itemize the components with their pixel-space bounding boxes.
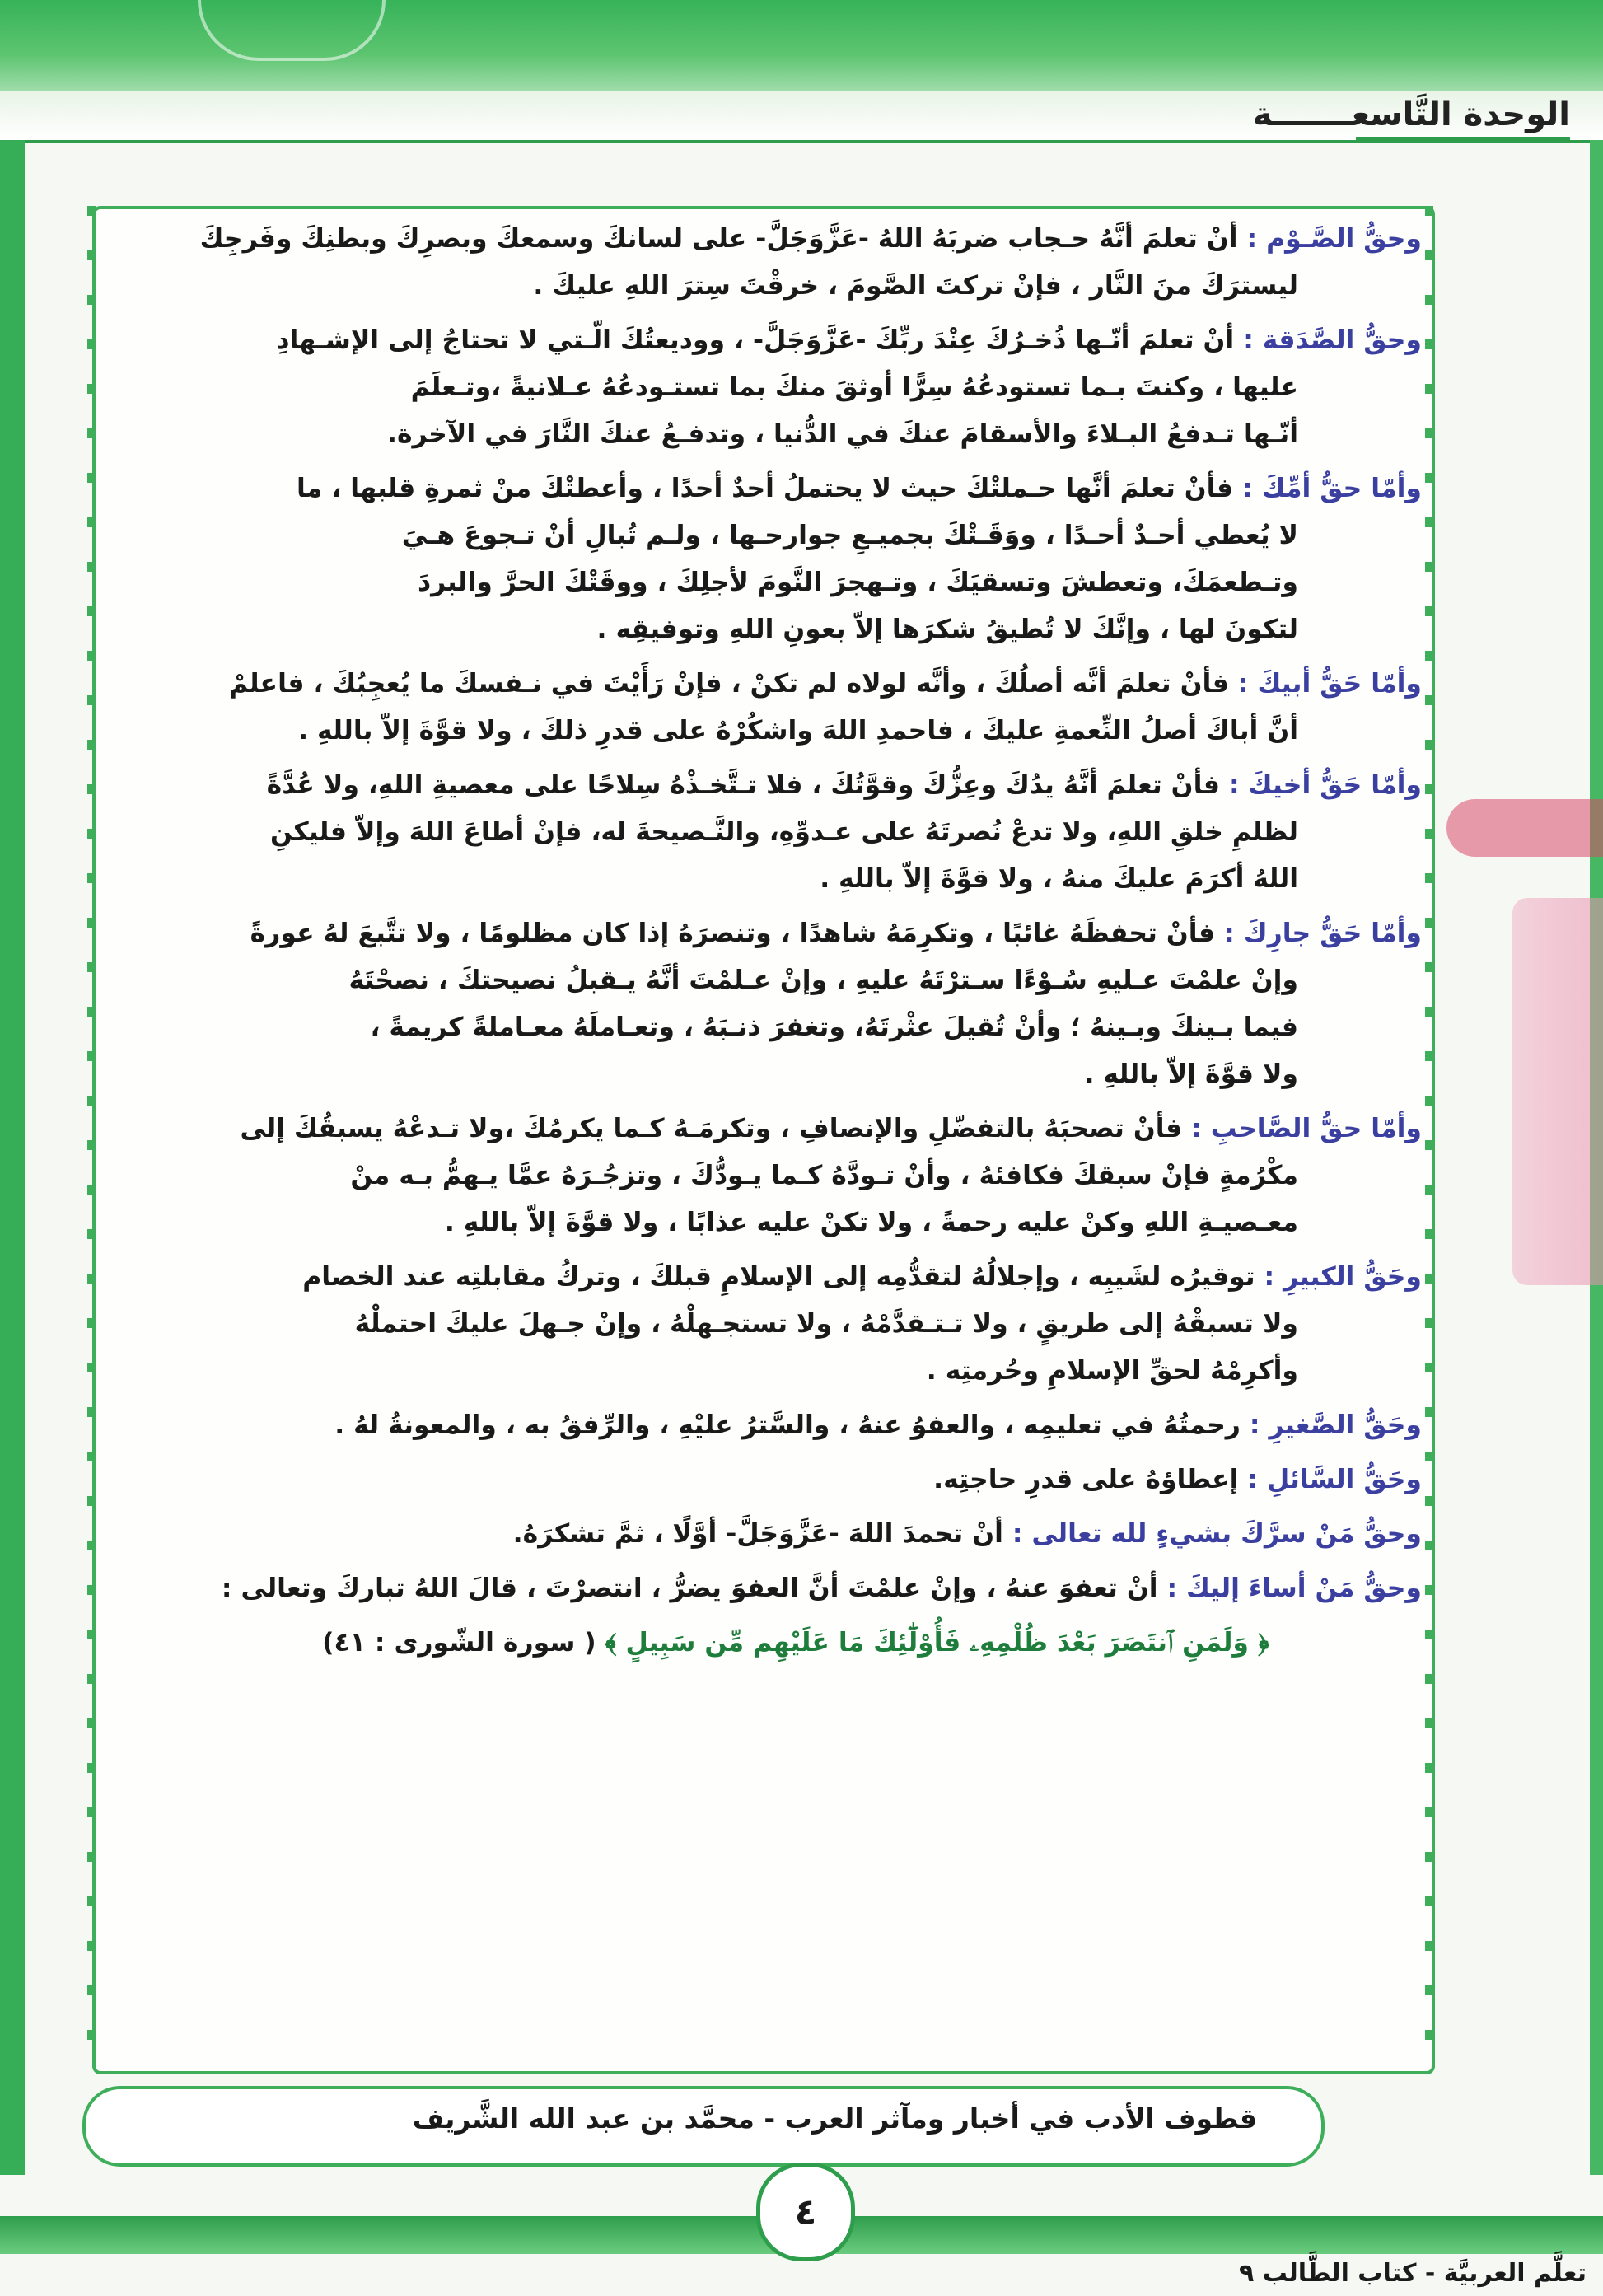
main-text bbox=[170, 216, 1422, 1667]
footer-book-title: تعلَّم العربيَّة - كتاب الطَّالب ٩ bbox=[1239, 2259, 1587, 2288]
section-line: أنْ تعلمَ أنَّهُ حـجاب ضربَهُ اللهُ -عَزَّوَجَلَّ- على لسانكَ وسمعكَ وبصرِكَ وبطنِكَ وفَرجِكَ bbox=[199, 224, 1238, 254]
section-line: لتكونَ لها ، وإنَّكَ لا تُطيقُ شكرَها إلاّ بعونِ اللهِ وتوفيقِه . bbox=[596, 615, 1298, 644]
page-number: ٤ bbox=[756, 2163, 855, 2261]
section-line: وأكرِمْهُ لحقِّ الإسلامِ وحُرمتِه . bbox=[926, 1356, 1298, 1386]
section-line: أنْ تحمدَ اللهَ -عَزَّوَجَلَّ- أوَّلًا ، ثمَّ تشكرَهُ. bbox=[512, 1519, 1003, 1549]
section-label: وأمّا حَقُّ أخيكَ : bbox=[1229, 770, 1422, 800]
section-line: ليسترَكَ منَ النَّار ، فإنْ تركتَ الصَّومَ ، خرقْتَ سِترَ اللهِ عليكَ . bbox=[533, 271, 1298, 301]
section-line: فأنْ تعلمَ أنَّهُ يدُكَ وعِزُّكَ وقوَّتُكَ ، فلا تـتَّخـذْهُ سِلاحًا على معصيةِ اللهِ، ولا عُدَّةً bbox=[266, 770, 1221, 800]
section-line: إعطاؤهُ على قدرِ حاجتِه. bbox=[933, 1465, 1239, 1494]
verse-reference: ( سورة الشّورى : ٤١) bbox=[322, 1628, 596, 1658]
section-line: فأنْ تصحبَهُ بالتفضّلِ والإنصافِ ، وتكرمَـهُ كـما يكرمُكَ ،ولا تـدعْهُ يسبقُكَ إلى bbox=[240, 1114, 1183, 1143]
section-wrongdoer bbox=[170, 1565, 1422, 1612]
quran-verse bbox=[170, 1620, 1422, 1667]
section-line: معـصيـةِ اللهِ وكنْ عليه رحمةً ، ولا تكنْ عليه عذابًا ، ولا قوَّةَ إلاّ باللهِ . bbox=[444, 1208, 1298, 1237]
section-line: أنَّ أباكَ أصلُ النِّعمةِ عليكَ ، فاحمدِ اللهَ واشكُرْهُ على قدرِ ذلكَ ، ولا قوَّةَ إلاّ باللهِ . bbox=[298, 716, 1298, 746]
section-line: لا يُعطي أحـدٌ أحـدًا ، ووَقَـتْكَ بجميـعِ جوارحـها ، ولـم تُبالِ أنْ تـجوعَ هـيَ bbox=[401, 521, 1298, 550]
section-label: وحَقُّ الصَّغيرِ : bbox=[1249, 1410, 1422, 1440]
section-line: اللهُ أكرَمَ عليكَ منهُ ، ولا قوَّةَ إلاّ باللهِ . bbox=[820, 864, 1298, 894]
frame-right-edge bbox=[1425, 206, 1433, 2074]
section-young bbox=[170, 1402, 1422, 1449]
section-line: وإنْ علمْتَ عـليهِ سُـوْءًا سـترْتَهُ عليهِ ، وإنْ عـلمْتَ أنَّهُ يـقبلُ نصيحتكَ ، نصحْتَهُ bbox=[348, 966, 1298, 995]
section-line: فيما بـينكَ وبـينهُ ؛ وأنْ تُقيلَ عثْرتَهُ، وتغفرَ ذنـبَهُ ، وتعـاملَهُ معـاملةً كريمةً ، bbox=[370, 1012, 1298, 1042]
section-neighbor bbox=[170, 910, 1422, 1098]
section-line: فأنْ تحفظَهُ غائبًا ، وتكرِمَهُ شاهدًا ، وتنصرَهُ إذا كان مظلومًا ، ولا تتَّبعَ لهُ عورةً bbox=[250, 919, 1216, 948]
section-line: فأنْ تعلمَ أنَّها حـملتْكَ حيث لا يحتملُ أحدٌ أحدًا ، وأعطتْكَ منْ ثمرةِ قلبها ، ما bbox=[297, 474, 1234, 503]
section-line: مكْرُمةٍ فإنْ سبقكَ فكافئهُ ، وأنْ تـودَّهُ كـما يـودُّكَ ، وتزجُـرَهُ عمَّا يـهمُّ بـه منْ bbox=[350, 1161, 1298, 1190]
section-line: أنْ تعلمَ أنّـها ذُخـرُكَ عِنْدَ ربِّكَ -عَزَّوَجَلَّ- ، ووديعتُكَ الّـتي لا تحتاجُ إلى الإشـهادِ bbox=[276, 325, 1235, 355]
section-father bbox=[170, 661, 1422, 755]
section-line: فأنْ تعلمَ أنَّه أصلُكَ ، وأنَّه لولاه لم تكنْ ، فإنْ رَأَيْتَ في نـفسكَ ما يُعجِبُكَ ، فاعلمْ bbox=[229, 669, 1229, 699]
left-edge-band bbox=[0, 140, 25, 2175]
section-label: وأمّا حقُّ أمِّكَ : bbox=[1242, 474, 1422, 503]
unit-title: الوحدة التَّاسعـــــــة bbox=[1252, 96, 1570, 133]
section-label: وحَقُّ السَّائلِ : bbox=[1247, 1465, 1422, 1494]
right-tab-decoration bbox=[1446, 799, 1603, 857]
section-label: وحَقُّ الكبيرِ : bbox=[1264, 1262, 1422, 1292]
section-label: وأمّا حقُّ الصَّاحبِ : bbox=[1191, 1114, 1422, 1143]
section-beggar bbox=[170, 1457, 1422, 1503]
section-line: لظلمِ خلقِ اللهِ، ولا تدعْ نُصرتَهُ على عـدوِّهِ، والنَّـصيحةَ له، فإنْ أطاعَ اللهَ وإلاّ فليكنِ bbox=[270, 817, 1298, 847]
section-line: أنّـها تـدفعُ البـلاءَ والأسقامَ عنكَ في الدُّنيا ، وتدفـعُ عنكَ النَّارَ في الآخرة. bbox=[387, 419, 1298, 449]
section-label: وحقُّ مَنْ سرَّكَ بشيءٍ لله تعالى : bbox=[1012, 1519, 1422, 1549]
section-label: وحقُّ مَنْ أساءَ إليكَ : bbox=[1166, 1574, 1422, 1603]
section-label: وحقُّ الصَّدَقة : bbox=[1243, 325, 1422, 355]
unit-title-underline bbox=[1356, 137, 1570, 140]
section-label: وأمّا حَقُّ جارِكَ : bbox=[1224, 919, 1422, 948]
section-line: ولا قوَّةَ إلاّ باللهِ . bbox=[1084, 1059, 1298, 1089]
section-line: أنْ تعفوَ عنهُ ، وإنْ علمْتَ أنَّ العفوَ يضرُّ ، انتصرْتَ ، قالَ اللهُ تباركَ وتعالى : bbox=[221, 1574, 1158, 1603]
section-mother bbox=[170, 465, 1422, 653]
frame-left-edge bbox=[87, 206, 96, 2074]
section-elder bbox=[170, 1254, 1422, 1395]
section-line: توقيرُه لشَيبِه ، وإجلالُهُ لتقدُّمِه إلى الإسلامِ قبلكَ ، وتركُ مقابلتِه عند الخصام bbox=[302, 1262, 1255, 1292]
right-side-tab bbox=[1512, 898, 1603, 1285]
section-label: وأمّا حَقُّ أبيكَ : bbox=[1237, 669, 1422, 699]
section-label: وحقُّ الصَّـوْم : bbox=[1246, 224, 1422, 254]
section-line: عليها ، وكنتَ بـما تستودعُهُ سِرًّا أوثقَ منكَ بما تستـودعُهُ عـلانيةً ،وتـعلَمَ bbox=[410, 372, 1298, 402]
source-citation: قطوف الأدب في أخبار ومآثر العرب - محمَّد بن عبد الله الشَّريف bbox=[412, 2102, 1257, 2135]
verse-text: ﴿ وَلَمَنِ ٱنتَصَرَ بَعْدَ ظُلْمِهِۦ فَأُوْلَٰٓئِكَ مَا عَلَيْهِم مِّن سَبِيلٍ ﴾ bbox=[605, 1628, 1269, 1658]
section-line: رحمتُهُ في تعليمِه ، والعفوُ عنهُ ، والسَّترُ عليْهِ ، والرِّفقُ به ، والمعونةُ لهُ . bbox=[334, 1410, 1241, 1440]
section-line: وتـطعمَكَ، وتعطشَ وتسقيَكَ ، وتـهجرَ النَّومَ لأجلِكَ ، ووقَتْكَ الحرَّ والبردَ bbox=[417, 568, 1298, 597]
section-line: ولا تسبقْهُ إلى طريقٍ ، ولا تـتـقدَّمْهُ ، ولا تستجـهلْهُ ، وإنْ جـهلَ عليكَ احتملْهُ bbox=[354, 1309, 1298, 1339]
section-companion bbox=[170, 1106, 1422, 1246]
section-brother bbox=[170, 762, 1422, 903]
section-fasting bbox=[170, 216, 1422, 310]
section-benefactor bbox=[170, 1511, 1422, 1558]
section-charity bbox=[170, 317, 1422, 458]
